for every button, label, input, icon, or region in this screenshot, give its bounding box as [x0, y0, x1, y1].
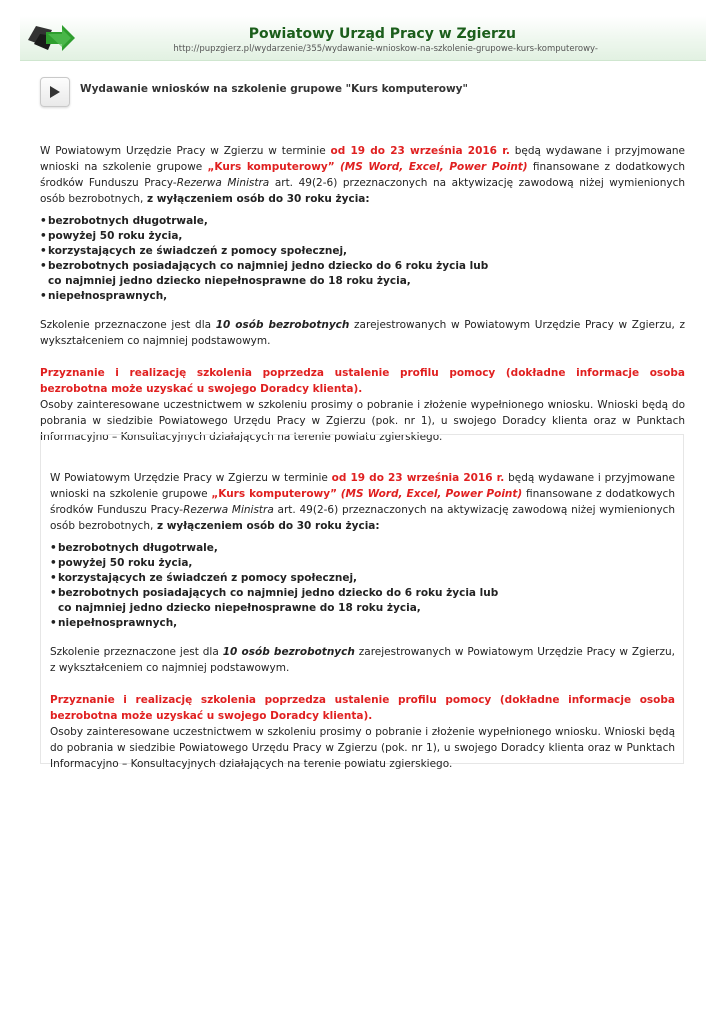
list-item: co najmniej jedno dziecko niepełnosprawne do 18 roku życia, — [58, 602, 421, 614]
eligibility-list — [50, 541, 675, 631]
page-url[interactable]: http://pupzgierz.pl/wydarzenie/355/wydawanie-wnioskow-na-szkolenie-grupowe-kurs-komputerowy- — [173, 44, 598, 54]
article-body — [40, 143, 685, 445]
list-item: •bezrobotnych posiadających co najmniej jedno dziecko do 6 roku życia lub — [50, 587, 499, 599]
list-item: •niepełnosprawnych, — [40, 290, 168, 302]
target-group-paragraph: Szkolenie przeznaczone jest dla 10 osób bezrobotnych zarejestrowanych w Powiatowym Urzędzie Pracy w Zgierzu, z wykształceniem co najmniej podstawowym. — [40, 319, 685, 347]
list-item: •bezrobotnych długotrwale, — [50, 542, 218, 554]
application-info-paragraph: Osoby zainteresowane uczestnictwem w szkoleniu prosimy o pobranie i złożenie wypełnionego wniosku. Wnioski będą do pobrania w siedzibie Powiatowego Urzędu Pracy w Zgierzu (pok. nr 1), u swojego Doradcy klienta oraz w Punktach Informacyjno – Konsultacyjnych działających na terenie powiatu zgierskiego. — [50, 726, 675, 770]
list-item: •bezrobotnych długotrwale, — [40, 215, 208, 227]
article-title: Wydawanie wniosków na szkolenie grupowe "Kurs komputerowy" — [80, 83, 468, 95]
play-icon — [49, 85, 61, 99]
article-play-button[interactable] — [40, 77, 70, 107]
list-item: •powyżej 50 roku życia, — [50, 557, 193, 569]
arrow-logo-icon[interactable] — [26, 20, 76, 56]
site-header — [20, 16, 706, 61]
list-item: •powyżej 50 roku życia, — [40, 230, 183, 242]
list-item: •korzystających ze świadczeń z pomocy społecznej, — [40, 245, 348, 257]
site-title[interactable]: Powiatowy Urząd Pracy w Zgierzu — [248, 26, 516, 42]
target-group-paragraph: Szkolenie przeznaczone jest dla 10 osób bezrobotnych zarejestrowanych w Powiatowym Urzędzie Pracy w Zgierzu, z wykształceniem co najmniej podstawowym. — [50, 646, 675, 674]
article-body-boxed — [50, 470, 675, 772]
profile-warning: Przyznanie i realizację szkolenia poprzedza ustalenie profilu pomocy (dokładne informacje osoba bezrobotna może uzyskać u swojego Doradcy klienta). — [50, 694, 675, 722]
intro-paragraph: W Powiatowym Urzędzie Pracy w Zgierzu w terminie od 19 do 23 września 2016 r. będą wydawane i przyjmowane wnioski na szkolenie grupowe „Kurs komputerowy” (MS Word, Excel, Power Point) finansowane z dodatkowych środków Funduszu Pracy-Rezerwa Ministra art. 49(2-6) przeznaczonych na aktywizację zawodową niżej wymienionych osób bezrobotnych, z wyłączeniem osób do 30 roku życia: — [40, 145, 686, 205]
list-item: •bezrobotnych posiadających co najmniej jedno dziecko do 6 roku życia lub — [40, 260, 489, 272]
intro-paragraph: W Powiatowym Urzędzie Pracy w Zgierzu w terminie od 19 do 23 września 2016 r. będą wydawane i przyjmowane wnioski na szkolenie grupowe „Kurs komputerowy” (MS Word, Excel, Power Point) finansowane z dodatkowych środków Funduszu Pracy-Rezerwa Ministra art. 49(2-6) przeznaczonych na aktywizację zawodową niżej wymienionych osób bezrobotnych, z wyłączeniem osób do 30 roku życia: — [50, 472, 676, 532]
profile-warning: Przyznanie i realizację szkolenia poprzedza ustalenie profilu pomocy (dokładne informacje osoba bezrobotna może uzyskać u swojego Doradcy klienta). — [40, 367, 685, 395]
list-item: co najmniej jedno dziecko niepełnosprawne do 18 roku życia, — [48, 275, 411, 287]
application-info-paragraph: Osoby zainteresowane uczestnictwem w szkoleniu prosimy o pobranie i złożenie wypełnionego wniosku. Wnioski będą do pobrania w siedzibie Powiatowego Urzędu Pracy w Zgierzu (pok. nr 1), u swojego Doradcy klienta oraz w Punktach Informacyjno – Konsultacyjnych działających na terenie powiatu zgierskiego. — [40, 399, 685, 443]
list-item: •niepełnosprawnych, — [50, 617, 178, 629]
list-item: •korzystających ze świadczeń z pomocy społecznej, — [50, 572, 358, 584]
eligibility-list — [40, 214, 685, 304]
